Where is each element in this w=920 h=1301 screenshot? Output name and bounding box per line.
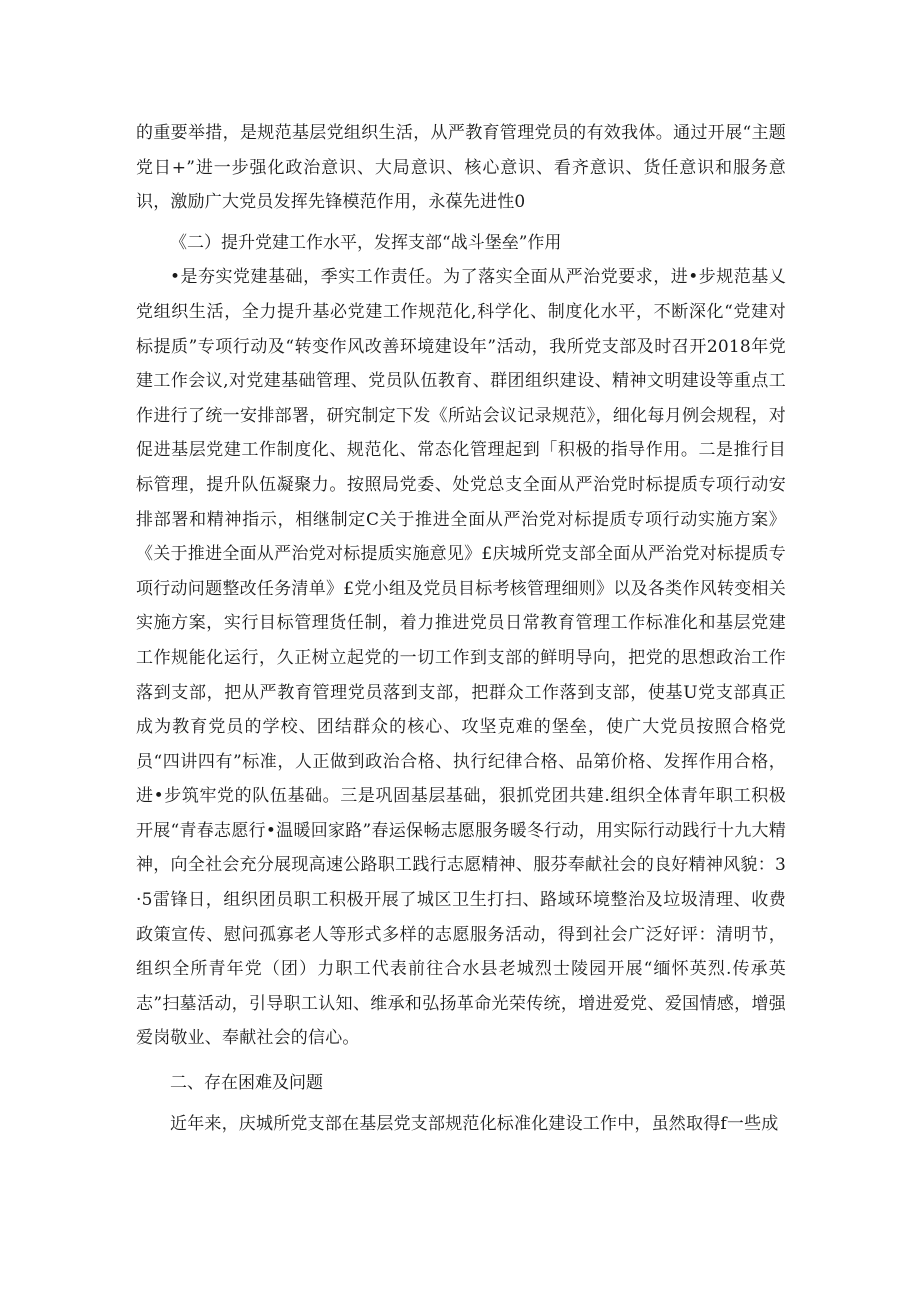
document-body xyxy=(136,116,786,1141)
spacer xyxy=(136,1056,786,1066)
paragraph-1: 的重要举措，是规范基层党组织生活，从严教育管理党员的有效我体。通过开展“主题党日+”进一步强化政治意识、大局意识、核心意识、看齐意识、货任意识和服务意识，激励广大党员发挥先锋模范作用，永葆先进性0 xyxy=(136,123,786,213)
paragraph-3: 近年来，庆城所党支部在基层党支部规范化标准化建设工作中，虽然取得f一些成 xyxy=(170,1113,779,1134)
section-2-heading: 《二）提升党建工作水平，发挥支部“战斗堡垒”作用 xyxy=(170,232,562,253)
section-heading-problems: 二、存在困难及问题 xyxy=(170,1073,323,1094)
paragraph-2: •是夯实党建基础，季实工作责任。为了落实全面从严治党要求，进•步规范基乂党组织生活，全力提升基必党建工作规范化,科学化、制度化水平，不断深化“党建对标提质”专项行动及“转变作风改善环境建设年”活动，我所党支部及时召开2018年党建工作会议,对党建基础管理、党员队伍教育、群团组织建设、精神文明建设等重点工作进行了统一安排部署，研究制定下发《所站会议记录规范》，细化每月例会规程，对促进基层党建工作制度化、规范化、常态化管理起到「积极的指导作用。二是推行目标管理，提升队伍凝聚力。按照局党委、处党总支全面从严治党时标提质专项行动安排部署和精神指示，相继制定C关于推进全面从严治党对标提质专项行动实施方案》《关于推进全面从严治党对标提质实施意见》£庆城所党支部全面从严治党对标提质专项行动问题整改任务清单》£党小组及党员目标考核管理细则》以及各类作风转变相关实施方案，实行目标管理货任制，着力推进党员日常教育管理工作标准化和基层党建工作规能化运行，久正树立起党的一切工作到支部的鲜明导向，把党的思想政治工作落到支部，把从严教育管理党员落到支部，把群众工作落到支部，使基U党支部真正成为教育党员的学校、团结群众的核心、攻坚克难的堡垒，使广大党员按照合格党员“四讲四有”标准，人正做到政治合格、执行纪律合格、品第价格、发挥作用合格，进•步筑牢党的队伍基础。三是巩固基层基础，狠抓党团共建.组织全体青年职工积极开展“青春志愿行•温暖回家路”春运保畅志愿服务暖冬行动，用实际行动践行十九大精神，向全社会充分展现高速公路职工践行志愿精神、服芬奉献社会的良好精神风貌：3·5雷锋日，组织团员职工积极开展了城区卫生打扫、路域环境整治及垃圾清理、收费政策宣传、慰问孤寡老人等形式多样的志愿服务活动，得到社会广泛好评：清明节，组织全所青年党（团）力职工代表前往合水县老城烈士陵园开展“缅怀英烈.传承英志”扫墓活动，引导职工认知、维承和弘扬革命光荣传统，增进爱党、爱国情感，增强爱岗敬业、奉献社会的信心。 xyxy=(136,267,786,1049)
